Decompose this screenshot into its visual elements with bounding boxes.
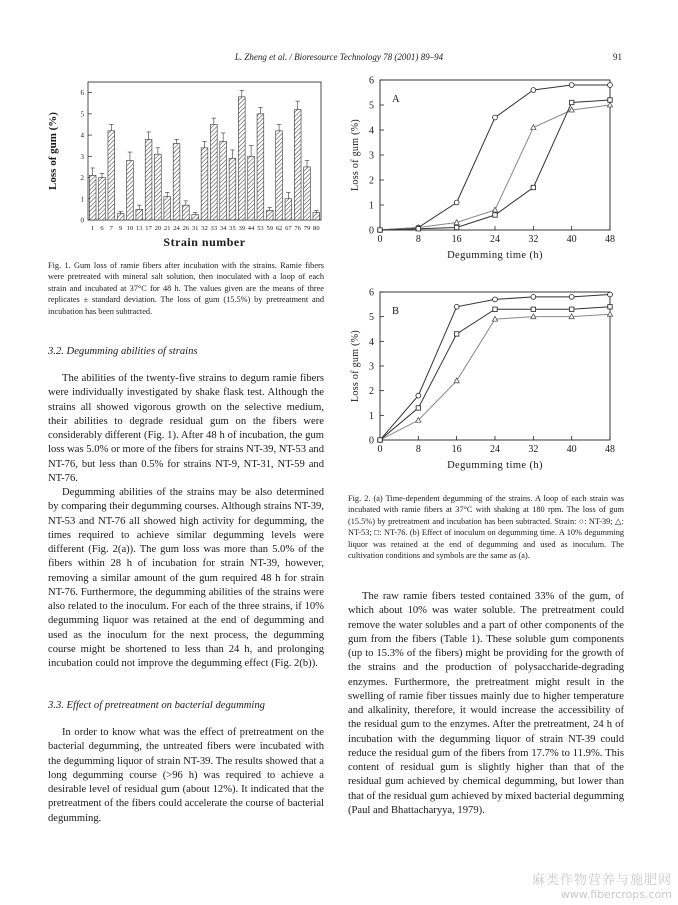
x-tick-label: 32: [201, 225, 208, 232]
y-tick-label: 0: [369, 225, 374, 237]
x-tick-label: 76: [294, 225, 301, 232]
x-tick-label: 20: [154, 225, 162, 232]
bar: [127, 161, 134, 220]
x-tick-label: 62: [275, 225, 283, 232]
bar: [192, 215, 199, 220]
x-tick-label: 24: [490, 234, 500, 245]
watermark-line1: 麻类作物营养与施肥网: [531, 873, 672, 888]
point-circle: [608, 83, 613, 88]
paragraph: Degumming abilities of the strains may be also determined by comparing their degumming courses. Although strains NT-39, NT-53 and NT-76 all showed high activity for degumming, the times required to achieve similar degumming levels were different (Fig. 2(a)). The gum loss was more than 5.0% of the fibers within 28 h of incubation for strain NT-39, however, removing a similar amount of the gum required 48 h for strain NT-76. Furthermore, the degumming abilities of the strains were also related to the inoculum. For each of the three strains, if 10% degumming liquor was retained at the end of degumming and used as the inoculum for the next process, the degumming course might be shortened to less than 24 h, and prolonging incubation could not improve the degumming effect (Fig. 2(b)).: [48, 487, 324, 669]
point-circle: [493, 115, 498, 120]
x-tick-label: 10: [126, 225, 134, 232]
x-tick-label: 0: [377, 444, 383, 455]
plot-frame: [380, 292, 610, 440]
y-tick-label: 2: [80, 174, 84, 183]
y-tick-label: 6: [369, 287, 374, 299]
y-tick-label: 3: [80, 152, 84, 161]
point-circle: [569, 83, 574, 88]
series-line-square: [380, 307, 610, 440]
bar: [136, 209, 143, 220]
page-number: 91: [613, 52, 622, 62]
point-circle: [531, 88, 536, 93]
x-tick-label: 35: [229, 225, 236, 232]
bar: [313, 213, 320, 220]
point-square: [493, 307, 497, 311]
fig2-caption: Fig. 2. (a) Time-dependent degumming of the strains. A loop of each strain was incubated with ramie fibers at 37°C with shaking at 180 rpm. The loss of gum (15.5%) by pretreatment and incubation has been subtracted. Strain: ○: NT-39; △: NT-53; □: NT-76. (b) Effect of inoculum on degumming time. A 10% degumming liquor was retained at the end of degumming and used as inoculum. The cultivation conditions and symbols are the same as (a).: [348, 494, 624, 561]
bar: [89, 175, 96, 220]
x-tick-label: 7: [109, 225, 113, 232]
y-tick-label: 0: [80, 216, 84, 225]
running-title: L. Zheng et al. / Bioresource Technology 78 (2001) 89–94: [234, 52, 444, 62]
y-tick-label: 4: [80, 131, 84, 140]
point-circle: [416, 393, 421, 398]
bar: [117, 214, 124, 220]
left-column-text-2: [48, 726, 324, 826]
point-triangle: [607, 102, 612, 107]
x-tick-label: 31: [191, 225, 199, 232]
y-tick-label: 4: [369, 125, 374, 137]
y-tick-label: 2: [369, 386, 374, 398]
point-square: [416, 227, 420, 231]
y-tick-label: 0: [369, 435, 374, 447]
bar: [210, 124, 217, 220]
point-circle: [569, 295, 574, 300]
x-tick-label: 53: [257, 225, 264, 232]
y-tick-label: 3: [369, 361, 374, 373]
x-tick-label: 32: [528, 444, 539, 455]
point-circle: [454, 304, 459, 309]
bar: [285, 199, 292, 220]
y-tick-label: 6: [80, 89, 84, 98]
x-tick-label: 13: [135, 225, 143, 232]
x-tick-label: 16: [451, 234, 462, 245]
point-square: [493, 213, 497, 217]
bar: [229, 158, 236, 220]
fig2b-line-chart: [340, 282, 630, 478]
x-tick-label: 39: [238, 225, 246, 232]
x-tick-label: 0: [377, 234, 383, 245]
x-tick-label: 40: [566, 444, 577, 455]
x-tick-label: 48: [605, 444, 615, 455]
point-square: [569, 307, 573, 311]
y-tick-label: 6: [369, 75, 374, 87]
x-axis-label: Strain number: [163, 235, 246, 249]
x-tick-label: 17: [145, 225, 152, 232]
point-square: [416, 406, 420, 410]
paragraph: The abilities of the twenty-five strains to degum ramie fibers were individually investigated by shake flask test. Although the strains all showed vigorous growth on the selective medium, their abilities to degrade residual gum on the fibers were considerably different (Fig. 1). After 48 h of incubation, the gum loss was 5.0% or more of the fibers for strains NT-39, NT-53 and NT-76, but less than 0.5% for strains NT-9, NT-31, NT-59 and NT-76.: [48, 373, 324, 484]
fig1-bar-chart: [40, 74, 330, 254]
bar: [173, 144, 180, 220]
watermark: [532, 869, 672, 901]
point-square: [608, 305, 612, 309]
panel-label: A: [392, 94, 400, 105]
y-tick-label: 5: [369, 312, 374, 324]
series-line-triangle: [380, 314, 610, 440]
bar: [99, 178, 106, 220]
bar: [220, 141, 227, 220]
bar: [266, 210, 273, 220]
x-tick-label: 24: [490, 444, 500, 455]
point-square: [454, 332, 458, 336]
x-tick-label: 24: [173, 225, 180, 232]
bar: [164, 197, 171, 220]
point-square: [569, 100, 573, 104]
y-axis-label: Loss of gum (%): [350, 330, 361, 402]
point-square: [378, 438, 382, 442]
x-tick-label: 34: [219, 225, 227, 232]
point-square: [531, 185, 535, 189]
x-tick-label: 16: [451, 444, 462, 455]
x-tick-label: 79: [303, 225, 311, 232]
point-circle: [493, 297, 498, 302]
bar: [155, 154, 162, 220]
x-tick-label: 21: [163, 225, 171, 232]
left-column-text: [48, 372, 324, 671]
bar: [183, 205, 190, 220]
point-triangle: [607, 311, 612, 316]
bar: [276, 131, 283, 220]
paragraph: The raw ramie fibers tested contained 33% of the gum, of which about 10% was water soluble. The pretreatment could remove the water solubles and a part of other components of the gum from the fibers (Table 1). These soluble gum components (up to 15.3% of the fibers) might be providing for the growth of the strains and the production of polysaccharide-degrading enzymes. Furthermore, the pretreatment might result in the swelling of ramie fiber tissues mainly due to higher temperature and alkalinity, therefore, it would increase the accessibility of the residual gum to the enzymes. After the pretreatment, 24 h of incubation with the degumming liquor of strain NT-39 could reduce the residual gum of the fibers from 17.7% to 11.9%. This content of residual gum is slightly higher than that of the residual gum achieved by chemical degumming, but lower than that of the residual gum achieved by mixed bacterial degumming (Paul and Bhattacharyya, 1979).: [348, 591, 624, 816]
x-tick-label: 80: [313, 225, 320, 232]
point-square: [378, 228, 382, 232]
point-circle: [531, 295, 536, 300]
x-tick-label: 32: [528, 234, 539, 245]
y-axis-label: Loss of gum (%): [47, 112, 59, 190]
bar: [108, 131, 115, 220]
paragraph: In order to know what was the effect of pretreatment on the bacterial degumming, the untreated fibers were incubated with the degumming liquor of strain NT-39. The results showed that a long degumming course (>96 h) was required to achieve a desirable level of residual gum (about 12%). It indicated that the pretreatment of the fibers could accelerate the course of bacterial degumming.: [48, 727, 324, 824]
point-square: [608, 98, 612, 102]
fig2a-line-chart: [340, 70, 630, 270]
x-tick-label: 6: [100, 225, 104, 232]
bar: [238, 97, 245, 220]
x-tick-label: 8: [415, 444, 421, 455]
x-axis-label: Degumming time (h): [447, 250, 543, 261]
point-circle: [608, 292, 613, 297]
right-column-text: [348, 590, 624, 818]
watermark-line2: www.fibercrops.com: [560, 888, 672, 901]
y-tick-label: 3: [369, 150, 374, 162]
x-tick-label: 40: [566, 234, 577, 245]
y-tick-label: 1: [369, 200, 374, 212]
y-tick-label: 2: [369, 175, 374, 187]
point-square: [454, 225, 458, 229]
bar: [248, 156, 255, 220]
x-tick-label: 67: [285, 225, 292, 232]
y-axis-label: Loss of gum (%): [350, 119, 361, 191]
bar: [201, 148, 208, 220]
x-tick-label: 26: [182, 225, 190, 232]
section-3-3-heading: 3.3. Effect of pretreatment on bacterial degumming: [48, 700, 265, 711]
y-tick-label: 1: [80, 195, 84, 204]
point-square: [531, 307, 535, 311]
y-tick-label: 1: [369, 410, 374, 422]
y-tick-label: 5: [80, 110, 84, 119]
point-triangle: [492, 207, 497, 212]
x-tick-label: 9: [118, 225, 123, 232]
point-circle: [454, 200, 459, 205]
bar: [294, 110, 301, 220]
x-tick-label: 8: [415, 234, 421, 245]
y-tick-label: 4: [369, 336, 374, 348]
x-tick-label: 44: [247, 225, 255, 232]
x-tick-label: 33: [210, 225, 218, 232]
running-header: [0, 52, 678, 66]
x-tick-label: 59: [266, 225, 274, 232]
bar: [145, 139, 152, 220]
section-3-2-heading: 3.2. Degumming abilities of strains: [48, 346, 198, 357]
x-tick-label: 48: [605, 234, 615, 245]
bar: [304, 167, 311, 220]
y-tick-label: 5: [369, 100, 374, 112]
fig1-caption: Fig. 1. Gum loss of ramie fibers after incubation with the strains. Ramie fibers were pretreated with mineral salt solution, then inoculated with a loop of each strain and incubated at 37°C for 48 h. The values given are the means of three replicates ± standard deviation. The loss of gum (15.5%) by pretreatment and incubation has been subtracted.: [48, 261, 324, 316]
bar: [257, 114, 264, 220]
x-tick-label: 1: [91, 225, 95, 232]
panel-label: B: [392, 306, 400, 317]
x-axis-label: Degumming time (h): [447, 460, 543, 471]
